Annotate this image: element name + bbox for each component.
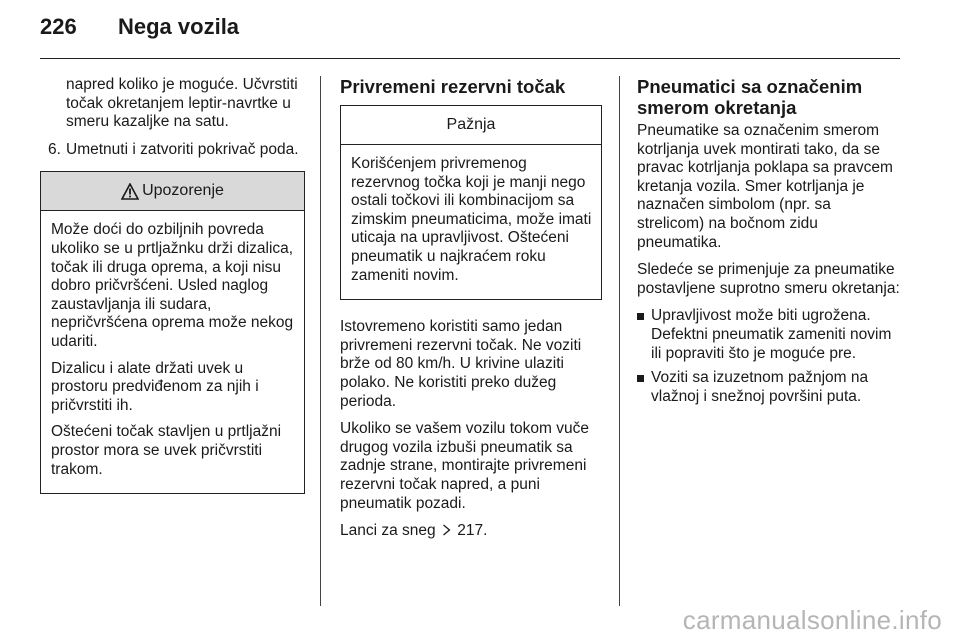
notice-body [341, 145, 601, 299]
numbered-step [40, 141, 305, 160]
page-reference-arrow-icon [442, 524, 451, 536]
warning-header [41, 172, 304, 211]
warning-box [40, 171, 305, 494]
warning-title: Upozorenje [142, 182, 224, 200]
notice-text: Korišćenjem privremenog rezervnog točka koji je manji nego ostali točkovi ili kombinacijom sa zimskim pneumaticima, može imati uticaja na upravljivost. Oštećeni pneumatik u najkraćem roku zameniti novim. [351, 155, 592, 284]
body-paragraph: Sledeće se primenjuje za pneumatike postavljene suprotno smeru okretanja: [637, 261, 900, 297]
list-item-text: Voziti sa izuzetnom pažnjom na vlažnoj i snežnoj površini puta. [651, 369, 869, 405]
column-right [637, 76, 901, 412]
bullet-square-icon [637, 307, 649, 363]
warning-paragraph: Može doći do ozbiljnih povreda ukoliko se u prtljažnku drži dizalica, točak ili druga oprema, a koji nisu dobro pričvršćeni. Usled naglog zaustavljanja ili sudara, nepričvršćena oprema može nekog udariti. [51, 221, 294, 350]
column-divider [320, 76, 321, 606]
notice-title: Pažnja [446, 115, 496, 133]
section-heading: Privremeni rezervni točak [340, 76, 566, 97]
column-divider [619, 76, 620, 606]
warning-paragraph: Oštećeni točak stavljen u prtljažni prostor mora se uvek pričvrstiti trakom. [51, 423, 282, 478]
step-text: Umetnuti i zatvoriti pokrivač poda. [66, 140, 299, 158]
watermark: carmanualsonline.info [682, 605, 942, 635]
header-rule [40, 58, 900, 59]
warning-body [41, 211, 304, 493]
warning-paragraph: Dizalicu i alate držati uvek u prostoru predviđenom za njih i pričvrstiti ih. [51, 359, 259, 414]
cross-reference [340, 522, 602, 541]
step-number: 6. [48, 140, 61, 158]
page-title: Nega vozila [118, 14, 240, 39]
notice-header [341, 106, 601, 145]
column-left [40, 76, 305, 494]
list-item [637, 369, 901, 406]
page-number: 226 [40, 14, 77, 39]
list-item [637, 307, 901, 363]
warning-triangle-icon [121, 183, 139, 200]
reference-label: Lanci za sneg [340, 522, 436, 540]
body-paragraph: Ukoliko se vašem vozilu tokom vuče drugog vozila izbuši pneumatik sa zadnje strane, montirajte privremeni rezervni točak napred, a puni pneumatik pozadi. [340, 420, 589, 512]
reference-page[interactable]: 217. [457, 522, 488, 540]
notice-box [340, 105, 602, 300]
section-heading: Pneumatici sa označenim smerom okretanja [637, 76, 863, 118]
list-item-text: Upravljivost može biti ugrožena. Defektni pneumatik zameniti novim ili popraviti što je moguće pre. [651, 307, 892, 362]
body-paragraph: Istovremeno koristiti samo jedan privremeni rezervni točak. Ne voziti brže od 80 km/h. U krivine ulaziti polako. Ne koristiti preko dužeg perioda. [340, 318, 582, 410]
body-paragraph: Pneumatike sa označenim smerom kotrljanja uvek montirati tako, da se pravac kotrljanja poklapa sa pravcem kretanja vozila. Smer kotrljanja je naznačen simbolom (npr. sa strelicom) na bočnom zidu pneumatika. [637, 122, 893, 251]
intro-paragraph: napred koliko je moguće. Učvrstiti točak okretanjem leptir-navrtke u smeru kazaljke na satu. [66, 76, 298, 131]
bullet-square-icon [637, 369, 649, 406]
column-middle [340, 76, 602, 550]
